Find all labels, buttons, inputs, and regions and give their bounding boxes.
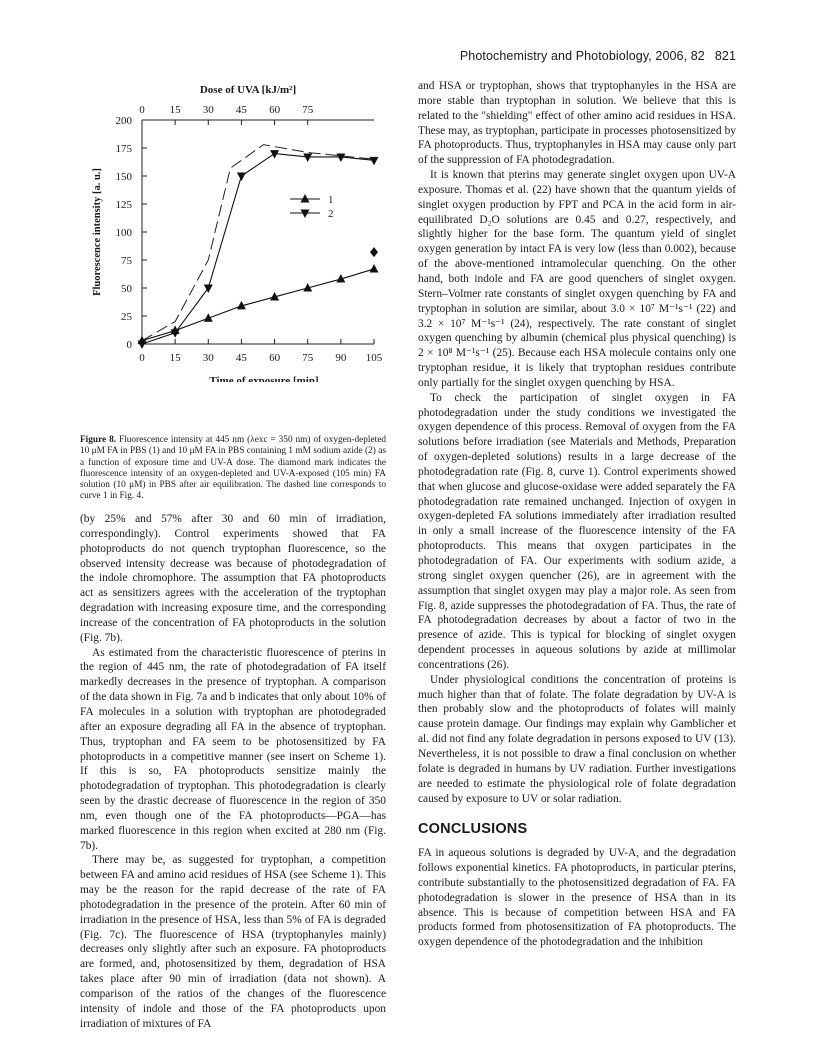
y-tick-label: 125 [115,199,132,211]
y-tick-label: 50 [121,283,132,295]
x-tick-label: 105 [365,352,383,364]
conclusions-paragraph: FA in aqueous solutions is degraded by UV-A, and the degradation follows exponential kinetics. FA photoproducts, in particular pterins, contribute substantially to the photosensitized degradation of FA. FA photodegradation is slower in the presence of HSA than in its absence. This is because of competition between HSA and FA products formed from photosensitization of FA photoproducts. The oxygen dependence of the photodegradation and the inhibition [418,847,736,949]
caption-label: Figure 8. [80,435,117,445]
page-number: 821 [714,49,736,63]
right-paragraph-4: Under physiological conditions the concentration of proteins is much higher than that of folate. The folate degradation by UV-A is then probably slow and the photoproducts of folates will mainly cause protein damage. Our findings may explain why Gamblicher et al. did not find any folate degradation in persons exposed to UV (13). Nevertheless, it is not possible to draw a final conclusion on whether folate is degraded in humans by UV radiation. Further investigations are needed to estimate the physiological role of folate degradation caused by exposure to UV or solar radiation. [418,673,736,805]
figure-8-chart [80,82,386,382]
top-axis-label: Dose of UVA [kJ/m²] [199,84,297,96]
series-1-point [370,264,379,273]
x-tick-label: 45 [235,352,247,364]
top-tick-label: 15 [169,104,181,116]
series-2-point [370,157,379,166]
right-paragraph-1: and HSA or tryptophan, shows that tryptophanyles in the HSA are more stable than tryptophan in solution. We believe that this is related to the "shielding" effect of other amino acid residues in HSA. These may, as tryptophan, participate in processes photosensitized by FA photoproducts. Thus, tryptophanyles in HSA may cause only part of the suppression of FA photodegradation. [418,80,736,167]
y-tick-label: 75 [121,255,132,267]
x-tick-label: 15 [169,352,181,364]
y-tick-label: 25 [121,311,132,323]
left-paragraph-1: (by 25% and 57% after 30 and 60 min of irradiation, correspondingly). Control experiments showed that FA photoproducts do not quench tryptophan fluorescence, so the observed intensity decrease was because of photodegradation of the indole chromophore. The assumption that FA photoproducts act as sensitizers agrees with the acceleration of the tryptophan degradation with increasing exposure time, and the corresponding increase of the concentration of FA photoproducts in the solution (Fig. 7b). [80,513,386,644]
caption-text: Fluorescence intensity at 445 nm (λexc = 350 nm) of oxygen-depleted 10 μM FA in PBS (1) and 10 μM FA in PBS containing 1 mM sodium azide (2) as a function of exposure time and UV-A dose. The diamond mark indicates the fluorescence intensity of an oxygen-depleted and UV-A-exposed (105 min) FA solution (10 μM) in PBS after air equilibration. The dashed line corresponds to curve 1 in Fig. 4. [80,435,386,502]
series-2-point [303,153,312,162]
y-tick-label: 200 [115,115,132,127]
top-tick-label: 60 [269,104,281,116]
journal-title: Photochemistry and Photobiology, 2006, 82 [459,49,705,63]
legend-marker-2 [301,210,310,219]
legend-marker-1 [301,194,310,203]
y-tick-label: 150 [115,171,132,183]
right-column [418,79,736,950]
diamond-point [370,247,378,257]
figure-8 [80,82,386,387]
x-tick-label: 30 [202,352,214,364]
right-paragraph-3: To check the participation of singlet oxygen in FA photodegradation under the study conditions we investigated the oxygen dependence of this process. Removal of oxygen from the FA solutions before irradiation (see Materials and Methods, Preparation of oxygen-depleted solutions) results in a large decrease of the photodegradation rate (Fig. 8, curve 1). Control experiments showed that when glucose and glucose-oxidase were added separately the FA photodegradation rate remained unchanged. Injection of oxygen in oxygen-depleted FA solutions immediately after irradiation resulted in only a small increase of the fluorescence intensity of the FA photoproducts. This means that oxygen participates in the photodegradation of FA. Our experiments with sodium azide, a strong singlet oxygen quencher (26), are in agreement with the assumption that singlet oxygen may play a major role. As seen from Fig. 8, azide suppresses the photodegradation of FA. Thus, the rate of FA photodegradation decreases by about a factor of two in the presence of azide. This is typical for blocking of singlet oxygen dependent processes in aqueous solutions by azide at millimolar concentrations (26). [418,391,736,671]
legend-label-2: 2 [328,208,334,220]
running-header [460,49,736,63]
conclusions-heading: CONCLUSIONS [418,821,528,838]
figure-caption [80,435,386,503]
series-2-point [237,173,246,182]
y-tick-label: 175 [115,143,132,155]
y-tick-label: 0 [126,339,132,351]
series-2-line [142,154,374,344]
y-tick-label: 100 [115,227,132,239]
dashed-reference-curve [142,145,374,341]
right-paragraph-2: It is known that pterins may generate singlet oxygen upon UV-A exposure. Thomas et al. (22) have shown that the quantum yields of singlet oxygen production by FPT and PCA in the acid form in air-equilibrated D₂O solutions are 0.45 and 0.27, respectively, and slightly higher for the base form. The quantum yield of singlet oxygen generation by intact FA is very low (less than 0.002), because of the above-mentioned intramolecular quenching. On the other hand, both indole and FA are good quenchers of singlet oxygen. Stern–Volmer rate constants of singlet oxygen quenching by FA and tryptophan in solution are similar, about 3.0 × 10⁷ M⁻¹s⁻¹ (22) and 3.2 × 10⁷ M⁻¹s⁻¹ (24), respectively. The rate constant of singlet oxygen quenching by albumin (chemical plus physical quenching) is 2 × 10⁸ M⁻¹s⁻¹ (25). Because each HSA molecule contains only one tryptophan residue, it is likely that tryptophan residues contribute only partially for the singlet oxygen quenching by HSA. [418,169,736,389]
x-axis-label: Time of exposure [min] [209,375,319,382]
top-tick-label: 45 [235,104,247,116]
x-tick-label: 60 [269,352,281,364]
legend-label-1: 1 [328,194,334,206]
top-tick-label: 0 [139,104,145,116]
x-tick-label: 0 [139,352,145,364]
y-axis-label: Fluorescence intensity [a. u.] [92,168,103,296]
left-column [80,512,386,1032]
left-paragraph-3: There may be, as suggested for tryptophan, a competition between FA and amino acid residues of HSA (see Scheme 1). This may be the reason for the rapid decrease of the rate of FA photodegradation in the presence of the protein. After 60 min of irradiation in the presence of HSA, less than 5% of FA is degraded (Fig. 7c). The fluorescence of HSA (tryptophanyles mainly) decreases only slightly after such an exposure. FA photoproducts are formed, and, photosensitized by them, degradation of HSA takes place after 90 min of irradiation (data not shown). A comparison of the ratios of the changes of the fluorescence intensity of indole and those of the FA photoproducts upon irradiation of mixtures of FA [80,854,386,1030]
top-tick-label: 75 [302,104,314,116]
x-tick-label: 75 [302,352,314,364]
left-paragraph-2: As estimated from the characteristic fluorescence of pterins in the region of 445 nm, the rate of photodegradation of FA itself markedly decreases in the presence of tryptophan. A comparison of the data shown in Fig. 7a and b indicates that only about 10% of FA molecules in a solution with tryptophan are photodegraded after an exposure degrading all FA in the absence of tryptophan. Thus, tryptophan and FA seem to be photosensitized by FA photoproducts in a competitive manner (see insert on Scheme 1). If this is so, FA photoproducts sensitize mainly the photodegradation of tryptophan. This photodegradation is clearly seen by the drastic decrease of fluorescence in the region of 350 nm, even though one of the FA photoproducts—PGA—has marked fluorescence in this region when excited at 280 nm (Fig. 7b). [80,646,386,852]
top-tick-label: 30 [202,104,214,116]
series-2-point [138,341,147,350]
x-tick-label: 90 [335,352,347,364]
